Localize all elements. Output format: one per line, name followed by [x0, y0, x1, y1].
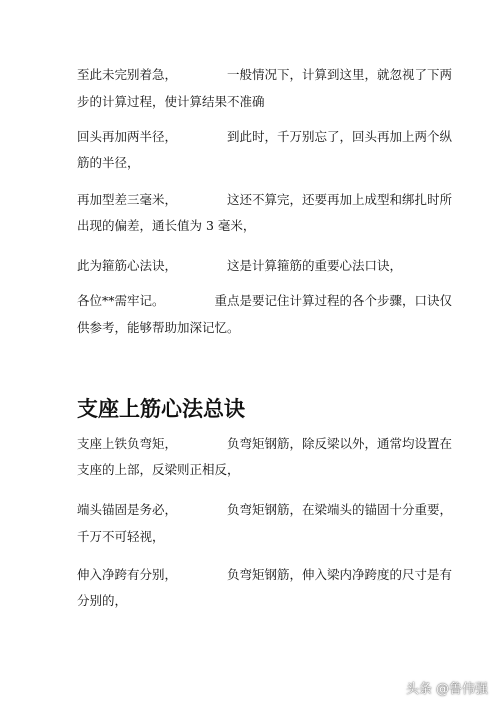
explanation-text: 这还不算完，还要再加上成型和绑扎时所 [227, 192, 453, 207]
paragraph-8-line-2: 分别的， [77, 593, 128, 608]
verse-text: 此为箍筋心法诀， [77, 258, 178, 273]
verse-text: 再加型差三毫米， [77, 192, 178, 207]
paragraph-3-line-1 [77, 192, 452, 208]
verse-text: 支座上铁负弯矩， [77, 436, 178, 451]
explanation-text: 负弯矩钢筋，在梁端头的锚固十分重要， [227, 502, 453, 517]
verse-text: 伸入净跨有分别， [77, 567, 178, 582]
explanation-text: 一般情况下，计算到这里，就忽视了下两 [227, 67, 453, 82]
paragraph-2-line-2: 筋的半径， [77, 155, 140, 170]
paragraph-6-line-1 [77, 436, 452, 452]
explanation-text: 这是计算箍筋的重要心法口诀， [227, 258, 403, 273]
section-title: 支座上筋心法总诀 [77, 397, 245, 421]
paragraph-1-line-2: 步的计算过程，使计算结果不准确 [77, 94, 265, 109]
paragraph-7-line-1 [77, 502, 452, 518]
watermark: 头条 @鲁伟强 [405, 682, 488, 697]
verse-text: 端头锚固是务必， [77, 502, 178, 517]
paragraph-4-line-1 [77, 258, 402, 274]
paragraph-8-line-1 [77, 567, 452, 583]
verse-text: 回头再加两半径， [77, 129, 178, 144]
paragraph-5-line-1 [77, 293, 452, 309]
paragraph-3-line-2: 出现的偏差，通长值为 3 毫米， [77, 218, 256, 233]
explanation-text: 负弯矩钢筋，伸入梁内净跨度的尺寸是有 [227, 567, 453, 582]
verse-text: 至此未完别着急， [77, 67, 178, 82]
paragraph-7-line-2: 千万不可轻视， [77, 529, 165, 544]
paragraph-6-line-2: 支座的上部，反梁则正相反， [77, 462, 240, 477]
paragraph-2-line-1 [77, 129, 452, 145]
verse-text: 各位**需牢记。 [77, 293, 165, 308]
explanation-text: 重点是要记住计算过程的各个步骤，口诀仅 [214, 293, 453, 308]
paragraph-5-line-2: 供参考，能够帮助加深记忆。 [77, 320, 240, 335]
explanation-text: 负弯矩钢筋，除反梁以外，通常均设置在 [227, 436, 453, 451]
paragraph-1-line-1 [77, 67, 452, 83]
explanation-text: 到此时，千万别忘了，回头再加上两个纵 [227, 129, 453, 144]
